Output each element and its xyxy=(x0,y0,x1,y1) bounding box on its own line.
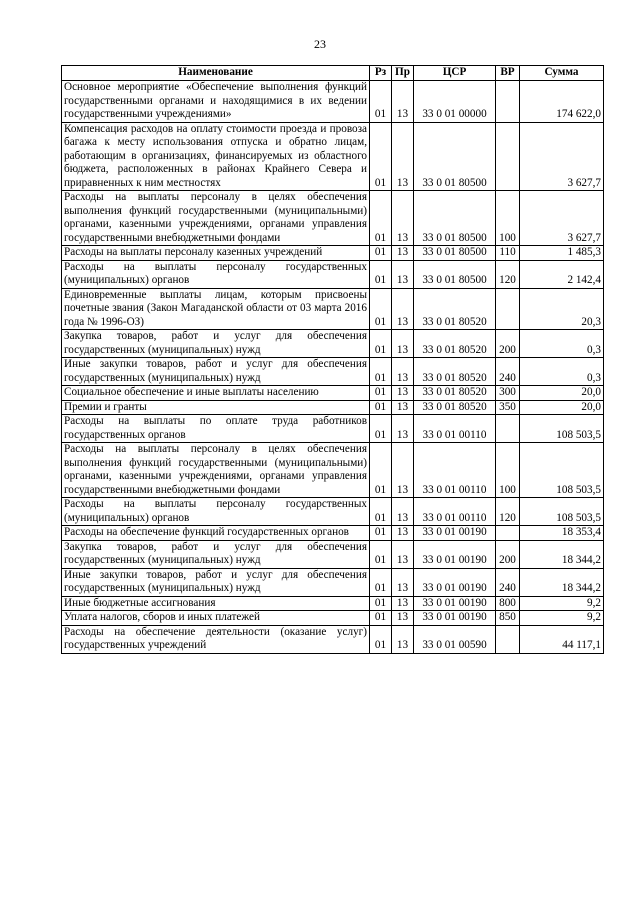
cell-sum: 108 503,5 xyxy=(520,498,604,526)
cell-name: Закупка товаров, работ и услуг для обеспечения государственных (муниципальных) нужд xyxy=(62,540,370,568)
cell-csr: 33 0 01 80500 xyxy=(414,191,496,246)
cell-pr: 13 xyxy=(392,260,414,288)
cell-sum: 174 622,0 xyxy=(520,81,604,123)
cell-csr: 33 0 01 00110 xyxy=(414,443,496,498)
cell-csr: 33 0 01 80500 xyxy=(414,260,496,288)
cell-csr: 33 0 01 80520 xyxy=(414,358,496,386)
cell-csr: 33 0 01 80520 xyxy=(414,288,496,330)
cell-csr: 33 0 01 80520 xyxy=(414,386,496,401)
cell-rz: 01 xyxy=(370,122,392,191)
page-number: 23 xyxy=(314,37,326,51)
cell-vr: 200 xyxy=(496,330,520,358)
table-body xyxy=(62,81,604,654)
cell-rz: 01 xyxy=(370,246,392,261)
header-vr: ВР xyxy=(496,66,520,81)
header-csr: ЦСР xyxy=(414,66,496,81)
table-row xyxy=(62,540,604,568)
cell-pr: 13 xyxy=(392,386,414,401)
cell-pr: 13 xyxy=(392,596,414,611)
table-row xyxy=(62,498,604,526)
table-row xyxy=(62,386,604,401)
cell-pr: 13 xyxy=(392,122,414,191)
header-rz: Рз xyxy=(370,66,392,81)
cell-vr xyxy=(496,415,520,443)
cell-sum: 9,2 xyxy=(520,611,604,626)
cell-pr: 13 xyxy=(392,568,414,596)
header-name: Наименование xyxy=(62,66,370,81)
cell-vr: 100 xyxy=(496,191,520,246)
cell-name: Расходы на выплаты персоналу государственных (муниципальных) органов xyxy=(62,498,370,526)
cell-rz: 01 xyxy=(370,81,392,123)
cell-rz: 01 xyxy=(370,288,392,330)
table-row xyxy=(62,568,604,596)
cell-pr: 13 xyxy=(392,81,414,123)
cell-sum: 20,0 xyxy=(520,386,604,401)
cell-name: Расходы на выплаты персоналу в целях обеспечения выполнения функций государственными (муниципальными) органами, казенными учреждениями, органами управления государственными внебюджетными фондами xyxy=(62,443,370,498)
cell-csr: 33 0 01 00110 xyxy=(414,415,496,443)
cell-vr: 240 xyxy=(496,568,520,596)
cell-csr: 33 0 01 00190 xyxy=(414,568,496,596)
cell-vr: 110 xyxy=(496,246,520,261)
cell-name: Социальное обеспечение и иные выплаты населению xyxy=(62,386,370,401)
cell-sum: 18 353,4 xyxy=(520,526,604,541)
header-pr: Пр xyxy=(392,66,414,81)
cell-rz: 01 xyxy=(370,540,392,568)
cell-rz: 01 xyxy=(370,415,392,443)
cell-vr: 850 xyxy=(496,611,520,626)
cell-name: Расходы на выплаты персоналу государственных (муниципальных) органов xyxy=(62,260,370,288)
cell-sum: 44 117,1 xyxy=(520,625,604,653)
table-row xyxy=(62,81,604,123)
table-row xyxy=(62,443,604,498)
cell-csr: 33 0 01 80500 xyxy=(414,122,496,191)
cell-sum: 0,3 xyxy=(520,358,604,386)
table-row xyxy=(62,358,604,386)
cell-rz: 01 xyxy=(370,386,392,401)
budget-table xyxy=(61,65,604,654)
cell-name: Уплата налогов, сборов и иных платежей xyxy=(62,611,370,626)
cell-pr: 13 xyxy=(392,443,414,498)
cell-pr: 13 xyxy=(392,400,414,415)
table-row xyxy=(62,611,604,626)
cell-csr: 33 0 01 00110 xyxy=(414,498,496,526)
cell-pr: 13 xyxy=(392,498,414,526)
cell-rz: 01 xyxy=(370,625,392,653)
table-row xyxy=(62,526,604,541)
cell-vr: 800 xyxy=(496,596,520,611)
cell-csr: 33 0 01 00190 xyxy=(414,596,496,611)
cell-name: Расходы на выплаты персоналу казенных учреждений xyxy=(62,246,370,261)
cell-vr xyxy=(496,526,520,541)
header-sum: Сумма xyxy=(520,66,604,81)
table-row xyxy=(62,596,604,611)
cell-rz: 01 xyxy=(370,498,392,526)
cell-sum: 18 344,2 xyxy=(520,568,604,596)
table-row xyxy=(62,260,604,288)
cell-name: Расходы на выплаты персоналу в целях обеспечения выполнения функций государственными (муниципальными) органами, казенными учреждениями, органами управления государственными внебюджетными фондами xyxy=(62,191,370,246)
cell-csr: 33 0 01 80520 xyxy=(414,400,496,415)
cell-vr: 100 xyxy=(496,443,520,498)
cell-csr: 33 0 01 00000 xyxy=(414,81,496,123)
table-row xyxy=(62,246,604,261)
cell-sum: 3 627,7 xyxy=(520,122,604,191)
cell-sum: 108 503,5 xyxy=(520,443,604,498)
cell-rz: 01 xyxy=(370,596,392,611)
cell-name: Расходы на обеспечение деятельности (оказание услуг) государственных учреждений xyxy=(62,625,370,653)
cell-rz: 01 xyxy=(370,260,392,288)
cell-vr xyxy=(496,625,520,653)
cell-csr: 33 0 01 00190 xyxy=(414,540,496,568)
cell-rz: 01 xyxy=(370,400,392,415)
table-row xyxy=(62,330,604,358)
cell-rz: 01 xyxy=(370,358,392,386)
cell-vr: 120 xyxy=(496,260,520,288)
cell-pr: 13 xyxy=(392,540,414,568)
cell-sum: 3 627,7 xyxy=(520,191,604,246)
cell-name: Основное мероприятие «Обеспечение выполнения функций государственными органами и находящимися в их ведении государственными учреждениями» xyxy=(62,81,370,123)
cell-sum: 9,2 xyxy=(520,596,604,611)
cell-csr: 33 0 01 00190 xyxy=(414,611,496,626)
cell-name: Иные закупки товаров, работ и услуг для обеспечения государственных (муниципальных) нужд xyxy=(62,358,370,386)
table-row xyxy=(62,625,604,653)
cell-vr xyxy=(496,81,520,123)
cell-pr: 13 xyxy=(392,611,414,626)
cell-rz: 01 xyxy=(370,526,392,541)
cell-name: Расходы на обеспечение функций государственных органов xyxy=(62,526,370,541)
cell-name: Иные закупки товаров, работ и услуг для обеспечения государственных (муниципальных) нужд xyxy=(62,568,370,596)
cell-pr: 13 xyxy=(392,288,414,330)
cell-sum: 108 503,5 xyxy=(520,415,604,443)
cell-pr: 13 xyxy=(392,415,414,443)
cell-pr: 13 xyxy=(392,358,414,386)
table-row xyxy=(62,191,604,246)
table-row xyxy=(62,400,604,415)
cell-sum: 18 344,2 xyxy=(520,540,604,568)
cell-vr xyxy=(496,288,520,330)
cell-rz: 01 xyxy=(370,443,392,498)
cell-name: Расходы на выплаты по оплате труда работников государственных органов xyxy=(62,415,370,443)
cell-sum: 1 485,3 xyxy=(520,246,604,261)
cell-pr: 13 xyxy=(392,246,414,261)
table-row xyxy=(62,122,604,191)
cell-vr: 200 xyxy=(496,540,520,568)
cell-vr: 300 xyxy=(496,386,520,401)
cell-vr xyxy=(496,122,520,191)
cell-pr: 13 xyxy=(392,526,414,541)
cell-rz: 01 xyxy=(370,611,392,626)
cell-csr: 33 0 01 00590 xyxy=(414,625,496,653)
cell-vr: 120 xyxy=(496,498,520,526)
cell-sum: 20,0 xyxy=(520,400,604,415)
table-row xyxy=(62,288,604,330)
cell-name: Единовременные выплаты лицам, которым присвоены почетные звания (Закон Магаданской области от 03 марта 2016 года № 1996-ОЗ) xyxy=(62,288,370,330)
cell-rz: 01 xyxy=(370,330,392,358)
table-header-row xyxy=(62,66,604,81)
cell-pr: 13 xyxy=(392,191,414,246)
cell-rz: 01 xyxy=(370,568,392,596)
cell-name: Компенсация расходов на оплату стоимости проезда и провоза багажа к месту использования отпуска и обратно лицам, работающим в организациях, финансируемых из областного бюджета, расположенных в районах Крайнего Севера и приравненных к ним местностях xyxy=(62,122,370,191)
cell-sum: 2 142,4 xyxy=(520,260,604,288)
cell-pr: 13 xyxy=(392,625,414,653)
cell-name: Закупка товаров, работ и услуг для обеспечения государственных (муниципальных) нужд xyxy=(62,330,370,358)
cell-sum: 20,3 xyxy=(520,288,604,330)
table-row xyxy=(62,415,604,443)
cell-rz: 01 xyxy=(370,191,392,246)
cell-csr: 33 0 01 80500 xyxy=(414,246,496,261)
cell-name: Иные бюджетные ассигнования xyxy=(62,596,370,611)
cell-pr: 13 xyxy=(392,330,414,358)
cell-vr: 350 xyxy=(496,400,520,415)
cell-sum: 0,3 xyxy=(520,330,604,358)
cell-csr: 33 0 01 00190 xyxy=(414,526,496,541)
cell-csr: 33 0 01 80520 xyxy=(414,330,496,358)
cell-vr: 240 xyxy=(496,358,520,386)
cell-name: Премии и гранты xyxy=(62,400,370,415)
